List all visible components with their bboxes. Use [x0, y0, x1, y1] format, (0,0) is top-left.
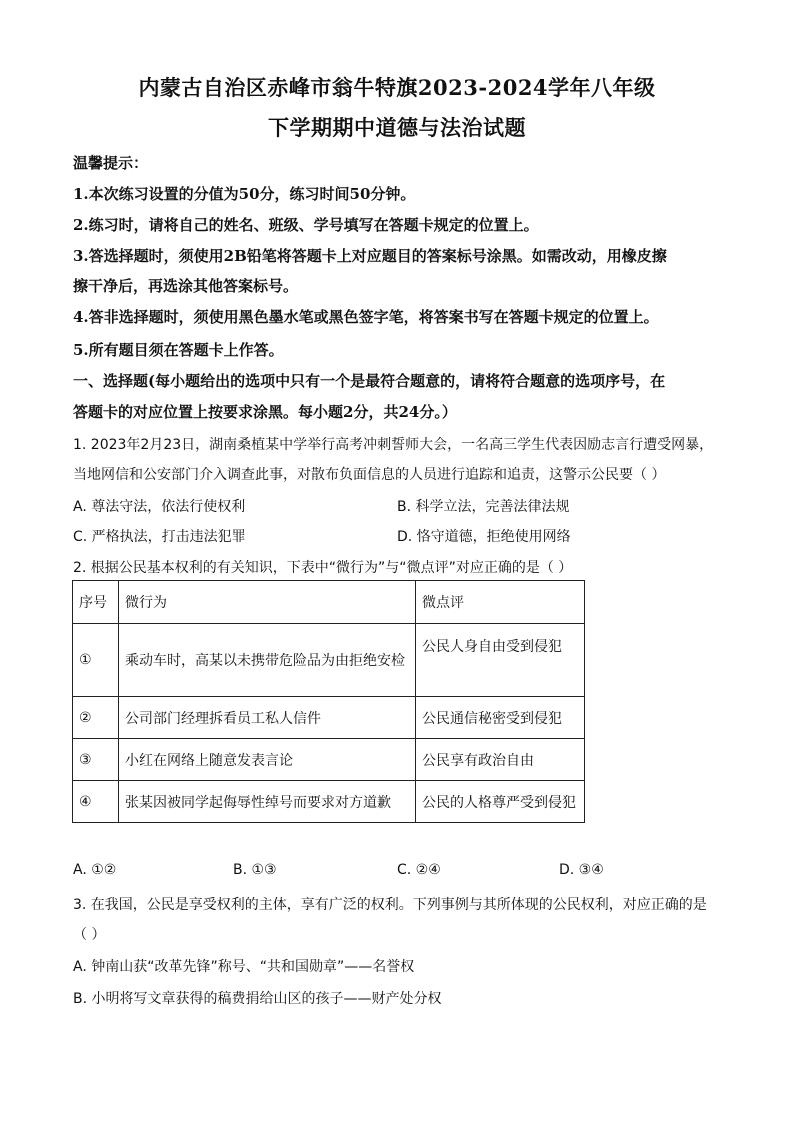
table-cell: ① [73, 624, 119, 697]
q3-option-b: B. 小明将写文章获得的稿费捐给山区的孩子——财产处分权 [73, 991, 442, 1007]
table-cell: ④ [73, 781, 119, 823]
tip-item-5: 5.所有题目须在答题卡上作答。 [73, 341, 284, 359]
q2-option-a: A. ①② [73, 862, 117, 878]
q1-option-d: D. 恪守道德，拒绝使用网络 [397, 529, 571, 545]
table-cell: 公民人身自由受到侵犯 [416, 624, 585, 697]
table-cell: 公民享有政治自由 [416, 739, 585, 781]
q1-option-a: A. 尊法守法，依法行使权利 [73, 499, 246, 515]
table-cell: 小红在网络上随意发表言论 [119, 739, 416, 781]
tips-heading: 温馨提示： [73, 154, 149, 172]
table-header-row [73, 581, 585, 624]
q2-option-c: C. ②④ [397, 862, 441, 878]
q1-option-c: C. 严格执法，打击违法犯罪 [73, 529, 246, 545]
table-header-cell: 微行为 [119, 581, 416, 624]
tip-item-3: 3.答选择题时，须使用2B铅笔将答题卡上对应题目的答案标号涂黑。如需改动，用橡皮擦 [73, 247, 667, 265]
table-cell: ② [73, 697, 119, 739]
q1-option-b: B. 科学立法，完善法律法规 [397, 499, 570, 515]
table-row [73, 781, 585, 823]
q2-option-b: B. ①③ [233, 862, 277, 878]
q3-option-a: A. 钟南山获“改革先锋”称号、“共和国勋章”——名誉权 [73, 959, 415, 975]
exam-title-line1: 内蒙古自治区赤峰市翁牛特旗2023-2024学年八年级 [138, 75, 656, 100]
q2-stem: 2. 根据公民基本权利的有关知识，下表中“微行为”与“微点评”对应正确的是（ ） [73, 560, 573, 576]
section-heading-line1: 一、选择题(每小题给出的选项中只有一个是最符合题意的，请将符合题意的选项序号，在 [73, 372, 666, 390]
tip-item-1: 1.本次练习设置的分值为50分，练习时间50分钟。 [73, 185, 416, 203]
table-cell: 公司部门经理拆看员工私人信件 [119, 697, 416, 739]
q1-stem-line2: 当地网信和公安部门介入调查此事，对散布负面信息的人员进行追踪和追责，这警示公民要（ ） [73, 467, 666, 483]
table-cell: 张某因被同学起侮辱性绰号而要求对方道歉 [119, 781, 416, 823]
table-cell: 公民通信秘密受到侵犯 [416, 697, 585, 739]
q3-stem-line1: 3. 在我国，公民是享受权利的主体，享有广泛的权利。下列事例与其所体现的公民权利，对应正确的是 [73, 897, 707, 913]
q1-stem-line1: 1. 2023年2月23日，湖南桑植某中学举行高考冲刺誓师大会，一名高三学生代表因励志言行遭受网暴， [73, 437, 714, 453]
table-header-cell: 微点评 [416, 581, 585, 624]
table-row [73, 697, 585, 739]
q2-table [72, 580, 585, 823]
section-heading-line2: 答题卡的对应位置上按要求涂黑。每小题2分，共24分。） [73, 403, 457, 421]
table-header-cell: 序号 [73, 581, 119, 624]
table-cell: 乘动车时，高某以未携带危险品为由拒绝安检 [119, 624, 416, 697]
table-row [73, 624, 585, 697]
tip-item-2: 2.练习时，请将自己的姓名、班级、学号填写在答题卡规定的位置上。 [73, 216, 539, 234]
table-cell: ③ [73, 739, 119, 781]
tip-item-3-cont: 擦干净后，再选涂其他答案标号。 [73, 277, 299, 295]
exam-title-line2: 下学期期中道德与法治试题 [268, 115, 526, 140]
table-cell: 公民的人格尊严受到侵犯 [416, 781, 585, 823]
table-row [73, 739, 585, 781]
tip-item-4: 4.答非选择题时，须使用黑色墨水笔或黑色签字笔，将答案书写在答题卡规定的位置上。 [73, 308, 659, 326]
q2-option-d: D. ③④ [559, 862, 604, 878]
q3-stem-line2: （ ） [73, 927, 106, 943]
